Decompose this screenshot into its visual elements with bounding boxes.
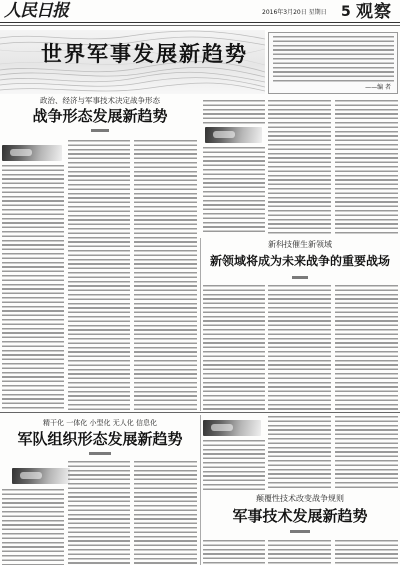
- section-marker-image: [2, 145, 62, 161]
- section-divider: [0, 412, 400, 413]
- issue-date: 2016年3月20日 星期日: [262, 9, 327, 16]
- masthead-logo: 人民日报: [4, 1, 68, 21]
- article-4-title: 军事技术发展新趋势: [232, 507, 368, 525]
- article-1-body-column: [134, 140, 197, 410]
- section-marker-image: [205, 127, 262, 143]
- editor-note-signature: ——编 者: [365, 84, 391, 91]
- body-column: [335, 416, 398, 490]
- article-2-body-column: [203, 285, 265, 410]
- article-3-title: 军队组织形态发展新趋势: [17, 430, 183, 448]
- article-4-byline: [290, 530, 310, 533]
- column-divider: [200, 415, 201, 565]
- article-3-body-column: [68, 461, 130, 565]
- section-name: 观察: [356, 2, 392, 22]
- masthead-rule-thin: [0, 25, 400, 26]
- article-1-subhead: 政治、经济与军事技术决定战争形态: [40, 96, 160, 105]
- body-column: [268, 100, 331, 235]
- article-1-title: 战争形态发展新趋势: [32, 107, 168, 125]
- article-2-title: 新领域将成为未来战争的重要战场: [209, 254, 390, 268]
- article-4-body-column: [203, 540, 265, 565]
- article-2-subhead: 新科技催生新领域: [268, 240, 332, 249]
- article-1-body-column: [68, 140, 130, 410]
- editor-note-box: [268, 32, 398, 94]
- article-1-body-column: [2, 165, 64, 410]
- body-column: [335, 100, 398, 235]
- banner-title: 世界军事发展新趋势: [41, 42, 248, 66]
- body-column: [203, 440, 265, 490]
- article-2-byline: [292, 276, 308, 279]
- article-3-subhead: 精干化 一体化 小型化 无人化 信息化: [43, 419, 157, 427]
- body-column: [268, 416, 331, 490]
- section-marker-image: [203, 420, 261, 436]
- article-1-byline: [91, 129, 109, 132]
- article-3-body-column: [2, 489, 64, 565]
- body-column: [203, 147, 265, 235]
- article-2-body-column: [268, 285, 331, 410]
- page-banner: [0, 30, 265, 94]
- article-4-body-column: [335, 540, 398, 565]
- page-number: 5: [341, 4, 351, 20]
- article-4-subhead: 颠覆性技术改变战争规则: [256, 494, 344, 503]
- column-divider: [200, 238, 201, 411]
- masthead-rule: [0, 22, 400, 23]
- article-3-byline: [89, 452, 111, 455]
- body-column: [203, 100, 265, 124]
- editor-note-text: [273, 36, 394, 82]
- section-marker-image: [12, 468, 70, 484]
- article-3-body-column: [134, 461, 197, 565]
- article-2-body-column: [335, 285, 398, 410]
- article-4-body-column: [268, 540, 331, 565]
